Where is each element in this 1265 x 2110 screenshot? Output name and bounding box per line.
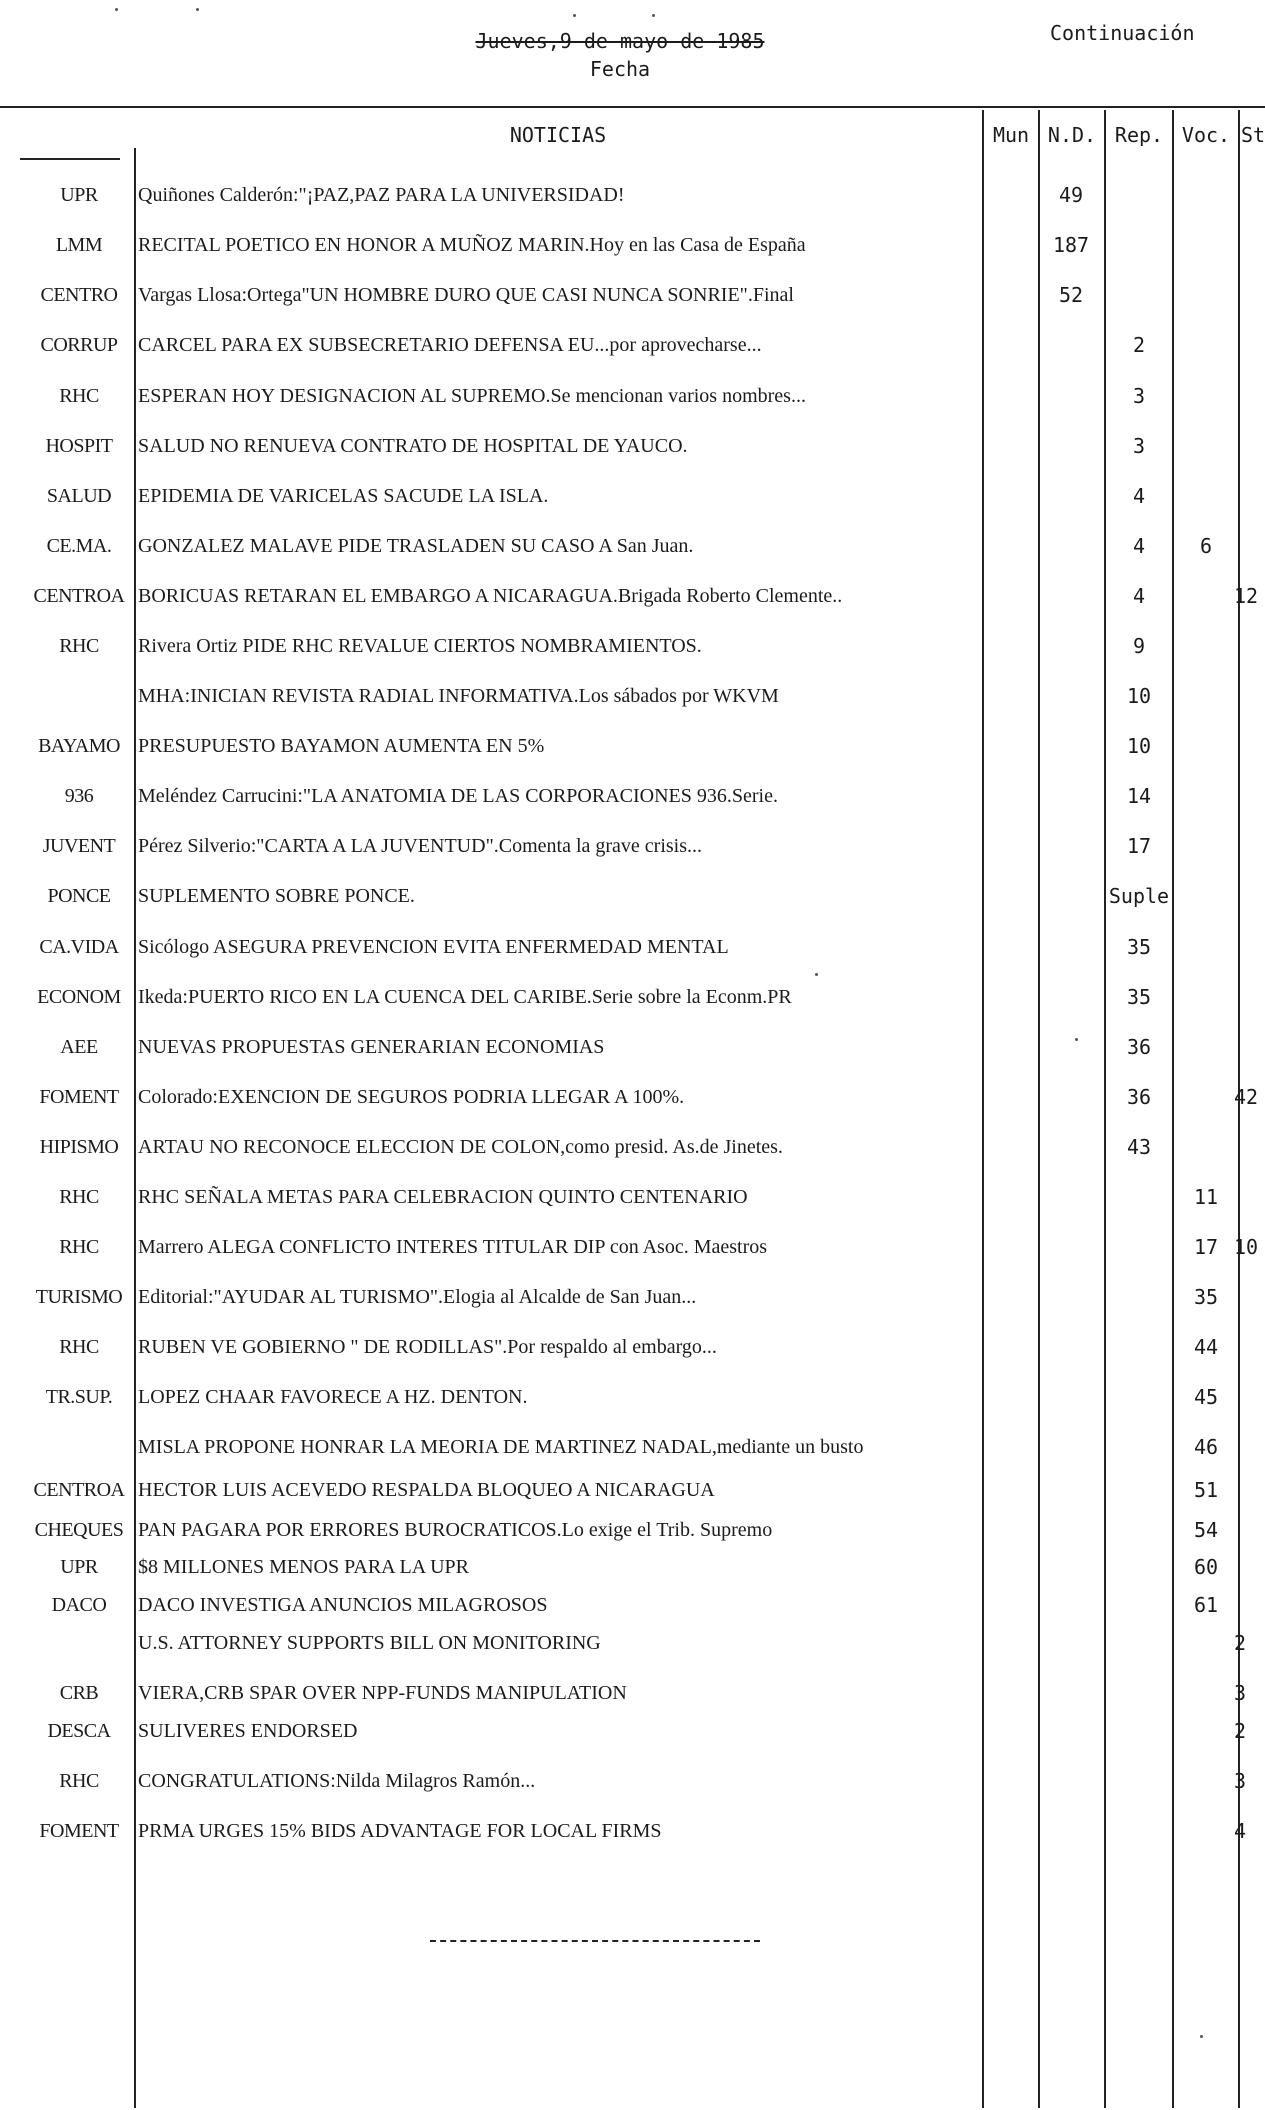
row-st: 12 [1234,585,1259,607]
news-row [0,180,1265,210]
row-headline: CARCEL PARA EX SUBSECRETARIO DEFENSA EU...por aprovecharse... [138,334,762,356]
row-section: HOSPIT [45,435,113,457]
row-section: UPR [60,1556,98,1578]
row-section: RHC [59,1336,99,1358]
row-headline: $8 MILLONES MENOS PARA LA UPR [138,1556,469,1578]
row-rep: 43 [1126,1136,1152,1158]
news-row [0,1132,1265,1162]
news-row [0,531,1265,561]
row-headline: CONGRATULATIONS:Nilda Milagros Ramón... [138,1770,536,1792]
row-voc: 60 [1193,1556,1219,1578]
row-headline: NUEVAS PROPUESTAS GENERARIAN ECONOMIAS [138,1036,605,1058]
news-row [0,831,1265,861]
row-headline: BORICUAS RETARAN EL EMBARGO A NICARAGUA.Brigada Roberto Clemente.. [138,585,843,607]
row-section: CA.VIDA [39,936,119,958]
row-section: CE.MA. [46,535,112,557]
news-row [0,932,1265,962]
row-section: FOMENT [39,1086,119,1108]
col-header-voc: Voc. [1181,124,1231,146]
news-row [0,982,1265,1012]
end-separator [430,1940,760,1942]
row-rep: 35 [1126,986,1152,1008]
row-rep: 10 [1126,685,1152,707]
row-nd: 49 [1058,184,1084,206]
news-row [0,1432,1265,1462]
row-headline: SULIVERES ENDORSED [138,1720,358,1742]
news-row [0,1590,1265,1620]
row-headline: Sicólogo ASEGURA PREVENCION EVITA ENFERMEDAD MENTAL [138,936,729,958]
row-headline: PRMA URGES 15% BIDS ADVANTAGE FOR LOCAL FIRMS [138,1820,662,1842]
row-rep: 3 [1132,435,1146,457]
row-voc: 11 [1193,1186,1219,1208]
news-row [0,781,1265,811]
row-headline: GONZALEZ MALAVE PIDE TRASLADEN SU CASO A San Juan. [138,535,694,557]
row-section: HIPISMO [39,1136,119,1158]
row-st: 10 [1234,1236,1259,1258]
news-row [0,1716,1265,1746]
row-section: RHC [59,385,99,407]
news-row [0,731,1265,761]
row-headline: ESPERAN HOY DESIGNACION AL SUPREMO.Se mencionan varios nombres... [138,385,806,407]
news-row [0,631,1265,661]
news-row [0,1552,1265,1582]
row-rep: 17 [1126,835,1152,857]
row-section: AEE [60,1036,98,1058]
row-st: 4 [1234,1820,1247,1842]
top-rule [0,106,1265,108]
row-section: SALUD [46,485,112,507]
row-rep: 35 [1126,936,1152,958]
col-header-st: St [1241,124,1265,146]
row-rep: 4 [1132,585,1146,607]
news-row [0,1332,1265,1362]
news-row [0,1182,1265,1212]
row-section: ECONOM [37,986,121,1008]
news-row [0,1628,1265,1658]
row-headline: Rivera Ortiz PIDE RHC REVALUE CIERTOS NOMBRAMIENTOS. [138,635,702,657]
header-date-label: Fecha [589,57,651,81]
row-headline: RHC SEÑALA METAS PARA CELEBRACION QUINTO CENTENARIO [138,1186,748,1208]
row-headline: U.S. ATTORNEY SUPPORTS BILL ON MONITORING [138,1632,601,1654]
scan-speck [1200,2035,1203,2038]
row-section: JUVENT [42,835,116,857]
row-section: RHC [59,1236,99,1258]
row-st: 3 [1234,1770,1247,1792]
row-rep: 9 [1132,635,1146,657]
col-header-mun: Mun [992,124,1030,146]
row-headline: MHA:INICIAN REVISTA RADIAL INFORMATIVA.Los sábados por WKVM [138,685,779,707]
col-header-nd: N.D. [1047,124,1097,146]
row-headline: Marrero ALEGA CONFLICTO INTERES TITULAR DIP con Asoc. Maestros [138,1236,768,1258]
row-section: CORRUP [40,334,118,356]
row-voc: 17 [1193,1236,1219,1258]
header-rule [20,158,120,160]
row-st: 42 [1234,1086,1259,1108]
row-section: TURISMO [35,1286,123,1308]
row-headline: Meléndez Carrucini:"LA ANATOMIA DE LAS CORPORACIONES 936.Serie. [138,785,778,807]
header-date: Jueves,9 de mayo de 1985 [475,29,765,53]
row-voc: 61 [1193,1594,1219,1616]
row-section: LMM [55,234,103,256]
row-section: BAYAMO [38,735,120,757]
row-headline: SUPLEMENTO SOBRE PONCE. [138,885,415,907]
row-st: 2 [1234,1632,1247,1654]
news-row [0,1082,1265,1112]
news-row [0,581,1265,611]
row-section: CHEQUES [34,1519,124,1541]
row-section: RHC [59,1186,99,1208]
row-voc: 44 [1193,1336,1219,1358]
news-row [0,481,1265,511]
scan-speck [573,14,576,17]
news-row [0,1816,1265,1846]
news-row [0,1232,1265,1262]
row-section: 936 [64,785,94,807]
row-section: CENTRO [40,284,118,306]
row-headline: RUBEN VE GOBIERNO " DE RODILLAS".Por respaldo al embargo... [138,1336,717,1358]
news-row [0,431,1265,461]
news-row [0,681,1265,711]
row-headline: LOPEZ CHAAR FAVORECE A HZ. DENTON. [138,1386,528,1408]
row-headline: MISLA PROPONE HONRAR LA MEORIA DE MARTINEZ NADAL,mediante un busto [138,1436,864,1458]
row-voc: 6 [1199,535,1213,557]
news-row [0,230,1265,260]
row-section: RHC [59,1770,99,1792]
row-headline: RECITAL POETICO EN HONOR A MUÑOZ MARIN.Hoy en las Casa de España [138,234,806,256]
row-headline: VIERA,CRB SPAR OVER NPP-FUNDS MANIPULATION [138,1682,627,1704]
row-section: TR.SUP. [45,1386,113,1408]
row-headline: Colorado:EXENCION DE SEGUROS PODRIA LLEGAR A 100%. [138,1086,685,1108]
row-headline: Editorial:"AYUDAR AL TURISMO".Elogia al Alcalde de San Juan... [138,1286,697,1308]
news-row [0,881,1265,911]
col-header-rep: Rep. [1114,124,1164,146]
news-row [0,1382,1265,1412]
scan-speck [115,8,118,11]
row-section: DESCA [47,1720,111,1742]
row-rep: 4 [1132,485,1146,507]
row-voc: 46 [1193,1436,1219,1458]
row-headline: Pérez Silverio:"CARTA A LA JUVENTUD".Comenta la grave crisis... [138,835,703,857]
row-st: 2 [1234,1720,1247,1742]
scan-speck [196,8,199,11]
row-rep: 14 [1126,785,1152,807]
row-rep: 2 [1132,334,1146,356]
row-headline: ARTAU NO RECONOCE ELECCION DE COLON,como presid. As.de Jinetes. [138,1136,783,1158]
row-rep: 10 [1126,735,1152,757]
row-headline: Ikeda:PUERTO RICO EN LA CUENCA DEL CARIBE.Serie sobre la Econm.PR [138,986,792,1008]
col-header-noticias: NOTICIAS [509,124,607,146]
row-headline: HECTOR LUIS ACEVEDO RESPALDA BLOQUEO A NICARAGUA [138,1479,715,1501]
news-row [0,1475,1265,1505]
row-st: 3 [1234,1682,1247,1704]
row-section: CRB [59,1682,99,1704]
row-headline: PRESUPUESTO BAYAMON AUMENTA EN 5% [138,735,545,757]
row-rep: 36 [1126,1086,1152,1108]
row-voc: 54 [1193,1519,1219,1541]
row-nd: 187 [1052,234,1090,256]
news-row [0,330,1265,360]
news-row [0,1282,1265,1312]
row-voc: 35 [1193,1286,1219,1308]
row-section: RHC [59,635,99,657]
row-headline: SALUD NO RENUEVA CONTRATO DE HOSPITAL DE YAUCO. [138,435,688,457]
row-headline: EPIDEMIA DE VARICELAS SACUDE LA ISLA. [138,485,549,507]
scan-speck [815,973,818,976]
news-row [0,280,1265,310]
row-section: UPR [60,184,98,206]
row-rep: 4 [1132,535,1146,557]
header-continuation: Continuación [1050,21,1195,45]
row-rep: 3 [1132,385,1146,407]
row-section: PONCE [47,885,111,907]
scan-speck [652,14,655,17]
row-voc: 45 [1193,1386,1219,1408]
row-section: FOMENT [39,1820,119,1842]
row-section: DACO [51,1594,107,1616]
row-section: CENTROA [33,585,125,607]
row-rep: Suple [1108,885,1170,907]
row-headline: DACO INVESTIGA ANUNCIOS MILAGROSOS [138,1594,548,1616]
row-headline: Quiñones Calderón:"¡PAZ,PAZ PARA LA UNIVERSIDAD! [138,184,625,206]
row-headline: PAN PAGARA POR ERRORES BUROCRATICOS.Lo exige el Trib. Supremo [138,1519,773,1541]
news-row [0,381,1265,411]
row-voc: 51 [1193,1479,1219,1501]
news-row [0,1766,1265,1796]
news-row [0,1678,1265,1708]
news-row [0,1515,1265,1545]
news-row [0,1032,1265,1062]
row-headline: Vargas Llosa:Ortega"UN HOMBRE DURO QUE CASI NUNCA SONRIE".Final [138,284,794,306]
row-rep: 36 [1126,1036,1152,1058]
scan-speck [1075,1038,1078,1041]
row-nd: 52 [1058,284,1084,306]
row-section: CENTROA [33,1479,125,1501]
